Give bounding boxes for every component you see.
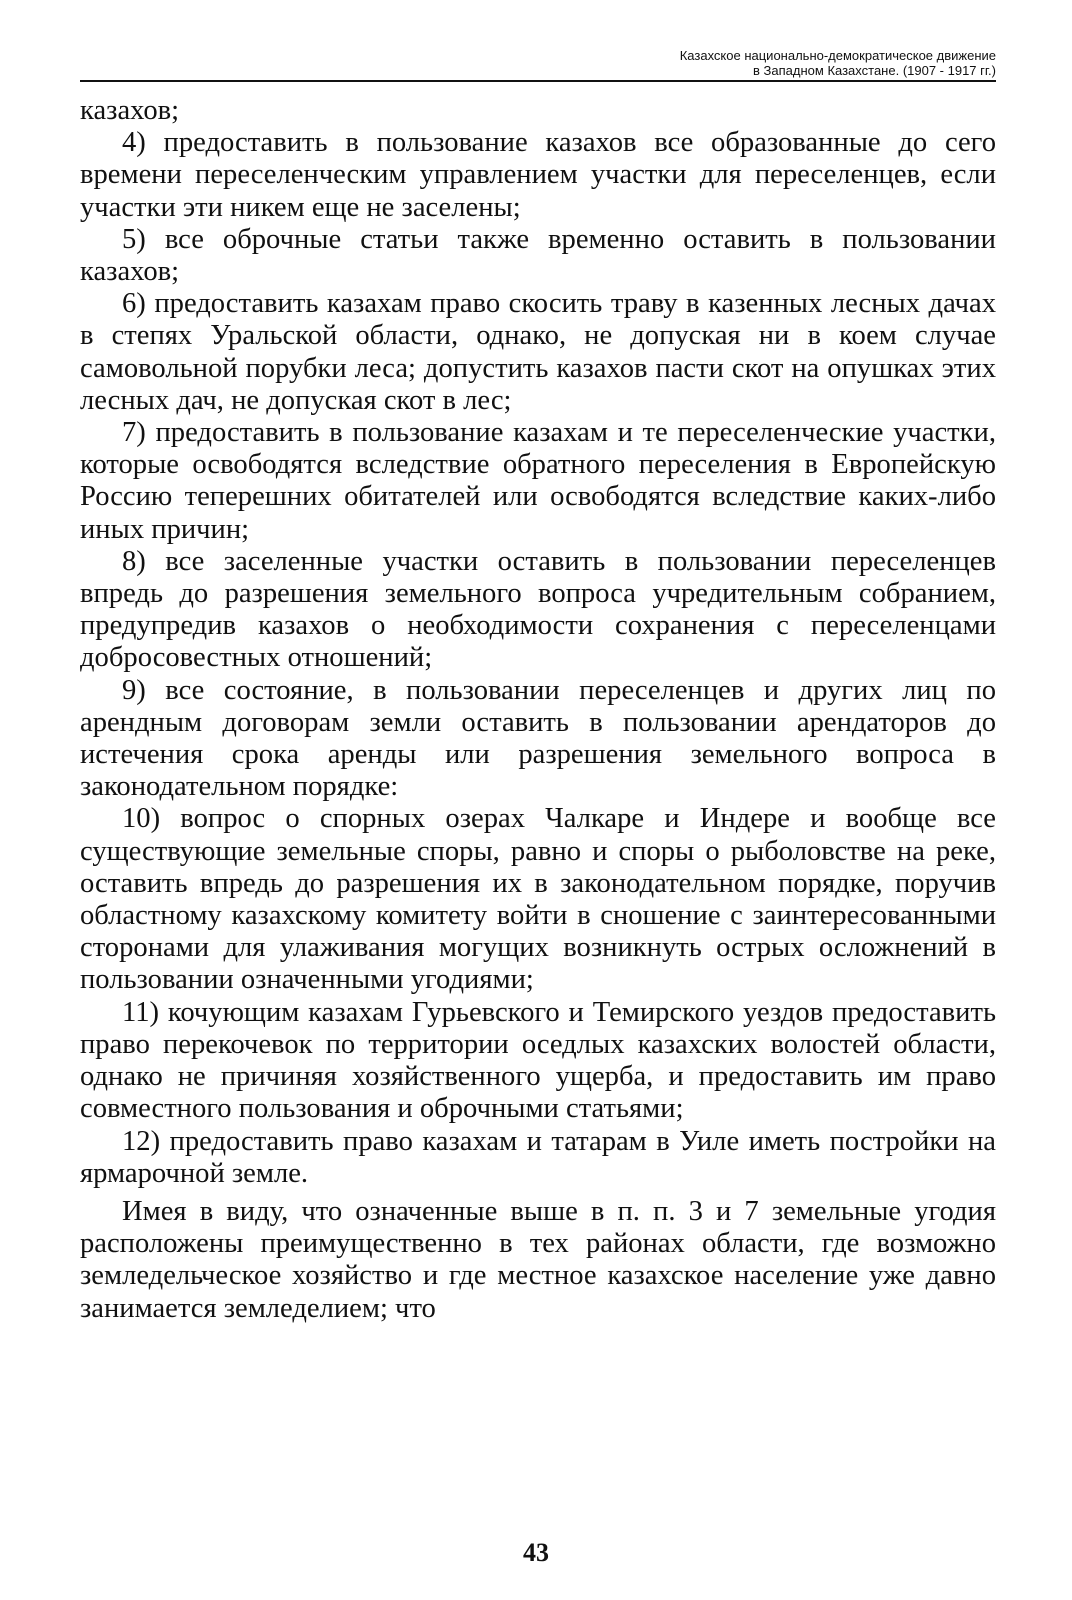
running-header-line-1: Казахское национально-демократическое движение: [679, 48, 996, 63]
list-item-4: 4) предоставить в пользование казахов все образованные до сего времени переселенческим управлением участки для переселенцев, если участки эти никем еще не заселены;: [80, 127, 996, 223]
list-item-10: 10) вопрос о спорных озерах Чалкаре и Индере и вообще все существующие земельные споры, равно и споры о рыболовстве на реке, оставить впредь до разрешения их в законодательном порядке, поручив областному казахскому комитету войти в сношение с заинтересованными сторонами для улаживания могущих возникнуть острых осложнений в пользовании означенными угодиями;: [80, 803, 996, 996]
list-item-5: 5) все оброчные статьи также временно оставить в пользовании казахов;: [80, 223, 996, 288]
list-item-6: 6) предоставить казахам право скосить траву в казенных лесных дачах в степях Уральской области, однако, не допуская ни в коем случае самовольной порубки леса; допустить казахов пасти скот на опушках этих лесных дач, не допуская скот в лес;: [80, 288, 996, 416]
list-item-9: 9) все состояние, в пользовании переселенцев и других лиц по арендным договорам земли оставить в пользовании арендаторов до истечения срока аренды или разрешения земельного вопроса в законодательном порядке:: [80, 674, 996, 803]
running-header: [76, 48, 996, 78]
header-rule: [80, 80, 996, 82]
list-item-12: 12) предоставить право казахам и татарам в Уиле иметь постройки на ярмарочной земле.: [80, 1125, 996, 1189]
list-item-7: 7) предоставить в пользование казахам и те переселенческие участки, которые освободятся вследствие обратного переселения в Европейскую Россию теперешних обитателей или освободятся вследствие каких-либо иных причин;: [80, 417, 996, 545]
running-header-line-2: в Западном Казахстане. (1907 - 1917 гг.): [753, 63, 996, 78]
page-body: [80, 95, 996, 1325]
paragraph-continuation: казахов;: [80, 95, 180, 126]
list-item-11: 11) кочующим казахам Гурьевского и Темирского уездов предоставить право перекочевок по территории оседлых казахских волостей области, однако не причиняя хозяйственного ущерба, и предоставить им право совместного пользования и оброчными статьями;: [80, 996, 996, 1125]
page-number: 43: [523, 1538, 549, 1567]
list-item-8: 8) все заселенные участки оставить в пользовании переселенцев впредь до разрешения земельного вопроса учредительным собранием, предупредив казахов о необходимости сохранения с переселенцами добросовестных отношений;: [80, 545, 996, 674]
closing-paragraph: Имея в виду, что означенные выше в п. п. 3 и 7 земельные угодия расположены преимущественно в тех районах области, где возможно земледельческое хозяйство и где местное казахское население уже давно занимается земледелием; что: [80, 1195, 996, 1324]
